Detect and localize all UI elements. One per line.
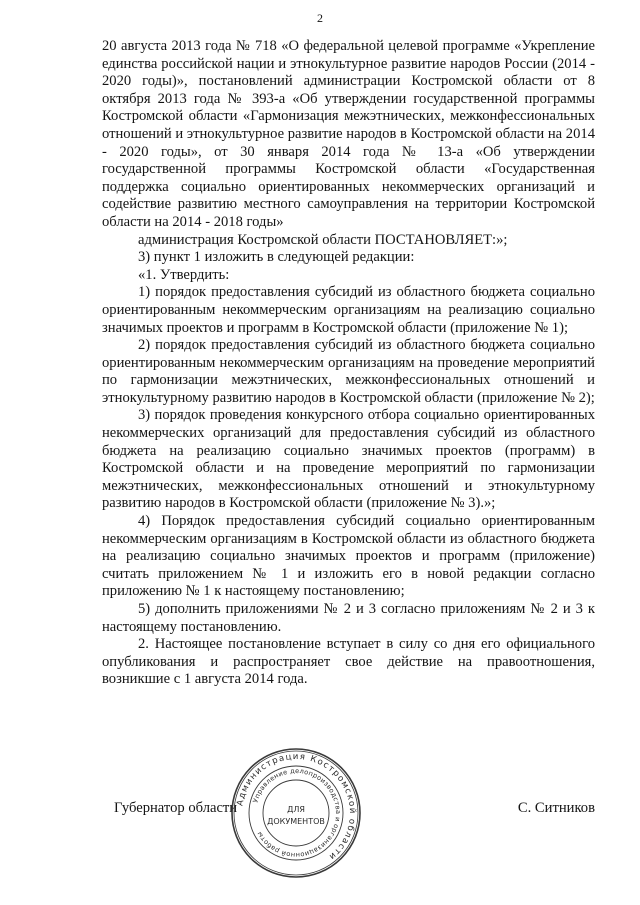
signatory-name: С. Ситников [517,800,595,816]
paragraph-item-5: 5) дополнить приложениями № 2 и 3 согласно приложениям № 2 и 3 к настоящему постановлению. [102,601,595,635]
stamp-outer-text: Администрация Костромской области [235,751,358,863]
paragraph-approve: «1. Утвердить: [138,266,230,283]
paragraph-item-3: 3) пункт 1 изложить в следующей редакции: [138,249,415,266]
official-stamp [229,746,363,880]
stamp-center-line-2: ДОКУМЕНТОВ [267,817,325,826]
stamp-inner-text: Управление делопроизводства и организационной работы [251,766,343,860]
page-number: 2 [317,11,323,25]
stamp-center-line-1: ДЛЯ [287,805,305,814]
paragraph-decree-clause: администрация Костромской области ПОСТАНОВЛЯЕТ:»; [138,231,508,248]
paragraph-item-4: 4) Порядок предоставления субсидий социально ориентированным некоммерческим организациям в Костромской области из областного бюджета на реализацию социально значимых проектов и программ (приложение) считать приложением № 1 и изложить его в новой редакции согласно приложению № 1 к настоящему постановлению; [102,513,595,600]
document-body [102,38,595,689]
paragraph-effective-date: 2. Настоящее постановление вступает в силу со дня его официального опубликования и распространяет свое действие на правоотношения, возникшие с 1 августа 2014 года. [102,636,595,688]
paragraph-legal-basis: 20 августа 2013 года № 718 «О федеральной целевой программе «Укрепление единства российской нации и этнокультурное развитие народов России (2014 - 2020 годы)», постановлений администрации Костромской области от 8 октября 2013 года № 393-а «Об утверждении государственной программы Костромской области «Гармонизация межэтнических, межконфессиональных отношений и этнокультурное развитие народов в Костромской области на 2014 - 2020 годы», от 30 января 2014 года № 13-а «Об утверждении государственной программы Костромской области «Государственная поддержка социально ориентированных некоммерческих организаций и содействие развитию местного самоуправления на территории Костромской области на 2014 - 2018 годы» [102,38,595,230]
list-item-2: 2) порядок предоставления субсидий из областного бюджета социально ориентированным некоммерческим организациям на проведение мероприятий по гармонизации межэтнических, межконфессиональных отношений и этнокультурному развитию народов в Костромской области (приложение № 2); [102,337,595,406]
list-item-3: 3) порядок проведения конкурсного отбора социально ориентированных некоммерческих организаций для предоставления субсидий из областного бюджета на реализацию социально значимых проектов (программ) в Костромской области и на проведение мероприятий по гармонизации межэтнических, межконфессиональных отношений и этнокультурному развитию народов в Костромской области (приложение № 3).»; [102,407,595,512]
list-item-1: 1) порядок предоставления субсидий из областного бюджета социально ориентированным некоммерческим организациям на реализацию социально значимых проектов и программ в Костромской области (приложение № 1); [102,284,595,336]
signatory-title: Губернатор области [114,800,238,816]
